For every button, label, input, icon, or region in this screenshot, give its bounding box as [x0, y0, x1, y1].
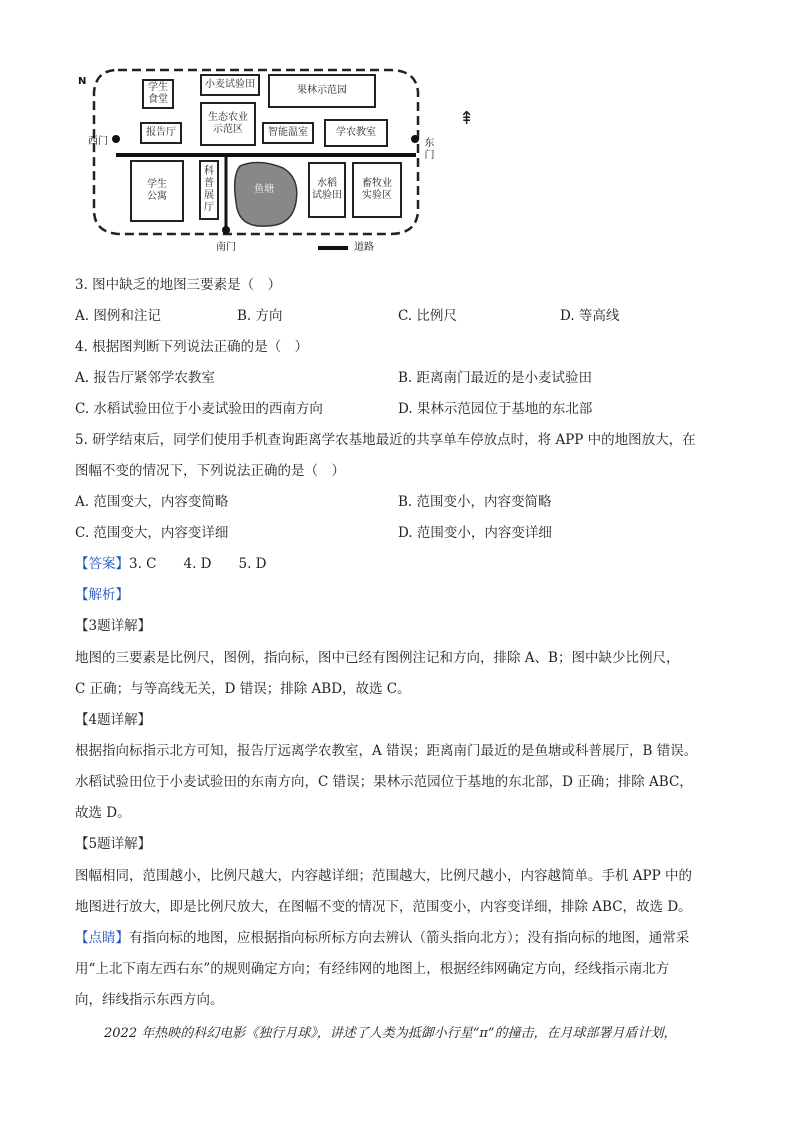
analysis-label: 【解析】 — [75, 587, 129, 603]
question-4-stem: 4. 根据图判断下列说法正确的是（ ） — [75, 339, 309, 355]
q4-option-a: A. 报告厅紧邻学农教室 — [75, 370, 215, 386]
road-legend-label: 道路 — [354, 242, 374, 253]
question-3-stem: 3. 图中缺乏的地图三要素是（ ） — [75, 277, 282, 293]
q3-option-c: C. 比例尺 — [398, 308, 457, 324]
answer-line — [75, 552, 267, 572]
canteen-building: 学生 食堂 — [142, 79, 174, 109]
detail-4-line-3: 故选 D。 — [75, 805, 131, 821]
q4-option-b: B. 距离南门最近的是小麦试验田 — [398, 370, 593, 386]
rice-field: 水稻 试验田 — [308, 162, 346, 218]
answer-text: 3. C 4. D 5. D — [129, 556, 267, 572]
tip-line-3: 向，纬线指示东西方向。 — [75, 992, 224, 1008]
answer-label: 【答案】 — [75, 556, 129, 572]
north-label: N — [78, 76, 87, 87]
next-passage-line: 2022 年热映的科幻电影《独行月球》，讲述了人类为抵御小行星“π”的撞击，在月球部署月盾计划， — [104, 1026, 677, 1041]
detail-4-line-2: 水稻试验田位于小麦试验田的东南方向，C 错误；果林示范园位于基地的东北部，D 正确；排除 ABC， — [75, 774, 693, 790]
q5-option-c: C. 范围变大，内容变详细 — [75, 525, 229, 541]
report-hall: 报告厅 — [140, 122, 182, 144]
livestock-area: 畜牧业 实验区 — [352, 162, 402, 218]
detail-4-label: 【4题详解】 — [75, 712, 152, 728]
q5-option-b: B. 范围变小，内容变简略 — [398, 494, 552, 510]
science-hall: 科 普 展 厅 — [199, 160, 219, 220]
classroom-building: 学农教室 — [324, 119, 388, 147]
wheat-field: 小麦试验田 — [200, 74, 260, 96]
detail-5-label: 【5题详解】 — [75, 836, 152, 852]
q3-option-b: B. 方向 — [237, 308, 283, 324]
campus-map — [78, 62, 438, 260]
fish-pond-label: 鱼塘 — [254, 184, 274, 195]
detail-4-line-1: 根据指向标指示北方可知，报告厅远离学农教室，A 错误；距离南门最近的是鱼塘或科普展厅，B 错误。 — [75, 743, 698, 759]
west-gate-label: 西门 — [88, 136, 108, 147]
q3-option-a: A. 图例和注记 — [75, 308, 161, 324]
tip-line-2: 用“上北下南左西右东”的规则确定方向；有经纬网的地图上，根据经纬网确定方向，经线指示南北方 — [75, 961, 670, 977]
detail-3-label: 【3题详解】 — [75, 618, 152, 634]
eco-agriculture-area: 生态农业 示范区 — [200, 102, 256, 146]
question-5-stem-line1: 5. 研学结束后，同学们使用手机查询距离学农基地最近的共享单车停放点时，将 APP 中的地图放大，在 — [75, 432, 696, 448]
tip-label: 【点睛】 — [75, 930, 129, 946]
q5-option-a: A. 范围变大，内容变简略 — [75, 494, 229, 510]
detail-5-line-1: 图幅相同，范围越小，比例尺越大，内容越详细；范围越大，比例尺越小，内容越简单。手机 APP 中的 — [75, 868, 692, 884]
detail-3-line-1: 地图的三要素是比例尺，图例，指向标，图中已经有图例注记和方向，排除 A、B；图中缺少比例尺， — [75, 650, 680, 666]
dormitory-building: 学生 公寓 — [130, 160, 184, 222]
south-gate-label: 南门 — [216, 242, 236, 253]
detail-3-line-2: C 正确；与等高线无关，D 错误；排除 ABD，故选 C。 — [75, 681, 411, 697]
tip-line-1 — [75, 926, 689, 946]
east-gate-label: 东门 — [424, 138, 435, 161]
q4-option-d: D. 果林示范园位于基地的东北部 — [398, 401, 593, 417]
smart-greenhouse: 智能温室 — [262, 122, 314, 144]
orchard-area: 果林示范园 — [268, 74, 376, 108]
q5-option-d: D. 范围变小，内容变详细 — [398, 525, 552, 541]
tip-text-1: 有指向标的地图，应根据指向标所标方向去辨认（箭头指向北方）；没有指向标的地图，通常采 — [129, 930, 690, 946]
q4-option-c: C. 水稻试验田位于小麦试验田的西南方向 — [75, 401, 323, 417]
question-5-stem-line2: 图幅不变的情况下，下列说法正确的是（ ） — [75, 463, 345, 479]
north-arrow-icon: ⇞ — [459, 108, 475, 129]
detail-5-line-2: 地图进行放大，即是比例尺放大，在图幅不变的情况下，范围变小，内容变详细，排除 ABC，故选 D。 — [75, 899, 692, 915]
q3-option-d: D. 等高线 — [560, 308, 620, 324]
